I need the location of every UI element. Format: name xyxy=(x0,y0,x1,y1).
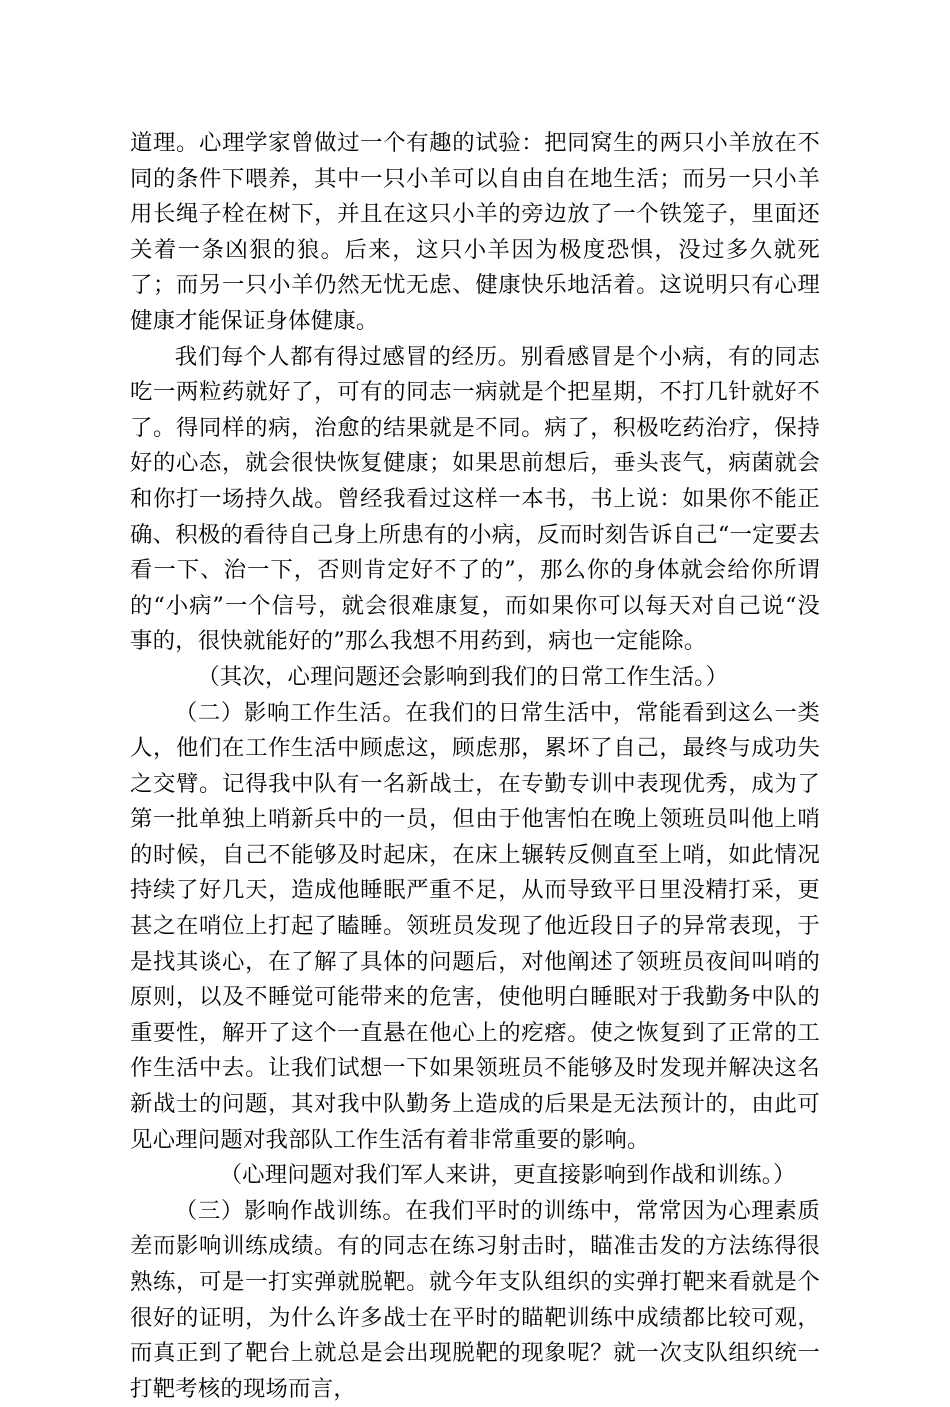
paragraph-3: （其次，心理问题还会影响到我们的日常工作生活。） xyxy=(197,663,729,690)
paragraph-6: （三）影响作战训练。在我们平时的训练中，常常因为心理素质差而影响训练成绩。有的同志在练习射击时，瞄准击发的方法练得很熟练，可是一打实弹就脱靶。就今年支队组织的实弹打靶来看就是个很好的证明，为什么许多战士在平时的瞄靶训练中成绩都比较可观，而真正到了靶台上就总是会出现脱靶的现象呢？就一次支队组织统一打靶考核的现场而言， xyxy=(130,1197,820,1402)
paragraph-2: 我们每个人都有得过感冒的经历。别看感冒是个小病，有的同志吃一两粒药就好了，可有的同志一病就是个把星期，不打几针就好不了。得同样的病，治愈的结果就是不同。病了，积极吃药治疗，保持好的心态，就会很快恢复健康；如果思前想后，垂头丧气，病菌就会和你打一场持久战。曾经我看过这样一本书，书上说：如果你不能正确、积极的看待自己身上所患有的小病，反而时刻告诉自己“一定要去看一下、治一下，否则肯定好不了的”，那么你的身体就会给你所谓的“小病”一个信号，就会很难康复，而如果你可以每天对自己说“没事的，很快就能好的”那么我想不用药到，病也一定能除。 xyxy=(130,343,820,655)
paragraph-5: （心理问题对我们军人来讲，更直接影响到作战和训练。） xyxy=(219,1162,796,1189)
paragraph-4: （二）影响工作生活。在我们的日常生活中，常能看到这么一类人，他们在工作生活中顾虑这，顾虑那，累坏了自己，最终与成功失之交臂。记得我中队有一名新战士，在专勤专训中表现优秀，成为了第一批单独上哨新兵中的一员，但由于他害怕在晚上领班员叫他上哨的时候，自己不能够及时起床，在床上辗转反侧直至上哨，如此情况持续了好几天，造成他睡眠严重不足，从而导致平日里没精打采，更甚之在哨位上打起了瞌睡。领班员发现了他近段日子的异常表现，于是找其谈心，在了解了具体的问题后，对他阐述了领班员夜间叫哨的原则，以及不睡觉可能带来的危害，使他明白睡眠对于我勤务中队的重要性，解开了这个一直悬在他心上的疙瘩。使之恢复到了正常的工作生活中去。让我们试想一下如果领班员不能够及时发现并解决这名新战士的问题，其对我中队勤务上造成的后果是无法预计的，由此可见心理问题对我部队工作生活有着非常重要的影响。 xyxy=(130,699,820,1153)
paragraph-1: 道理。心理学家曾做过一个有趣的试验：把同窝生的两只小羊放在不同的条件下喂养，其中一只小羊可以自由自在地生活；而另一只小羊用长绳子栓在树下，并且在这只小羊的旁边放了一个铁笼子，里面还关着一条凶狠的狼。后来，这只小羊因为极度恐惧，没过多久就死了；而另一只小羊仍然无忧无虑、健康快乐地活着。这说明只有心理健康才能保证身体健康。 xyxy=(130,130,820,334)
document-page xyxy=(130,126,820,1407)
